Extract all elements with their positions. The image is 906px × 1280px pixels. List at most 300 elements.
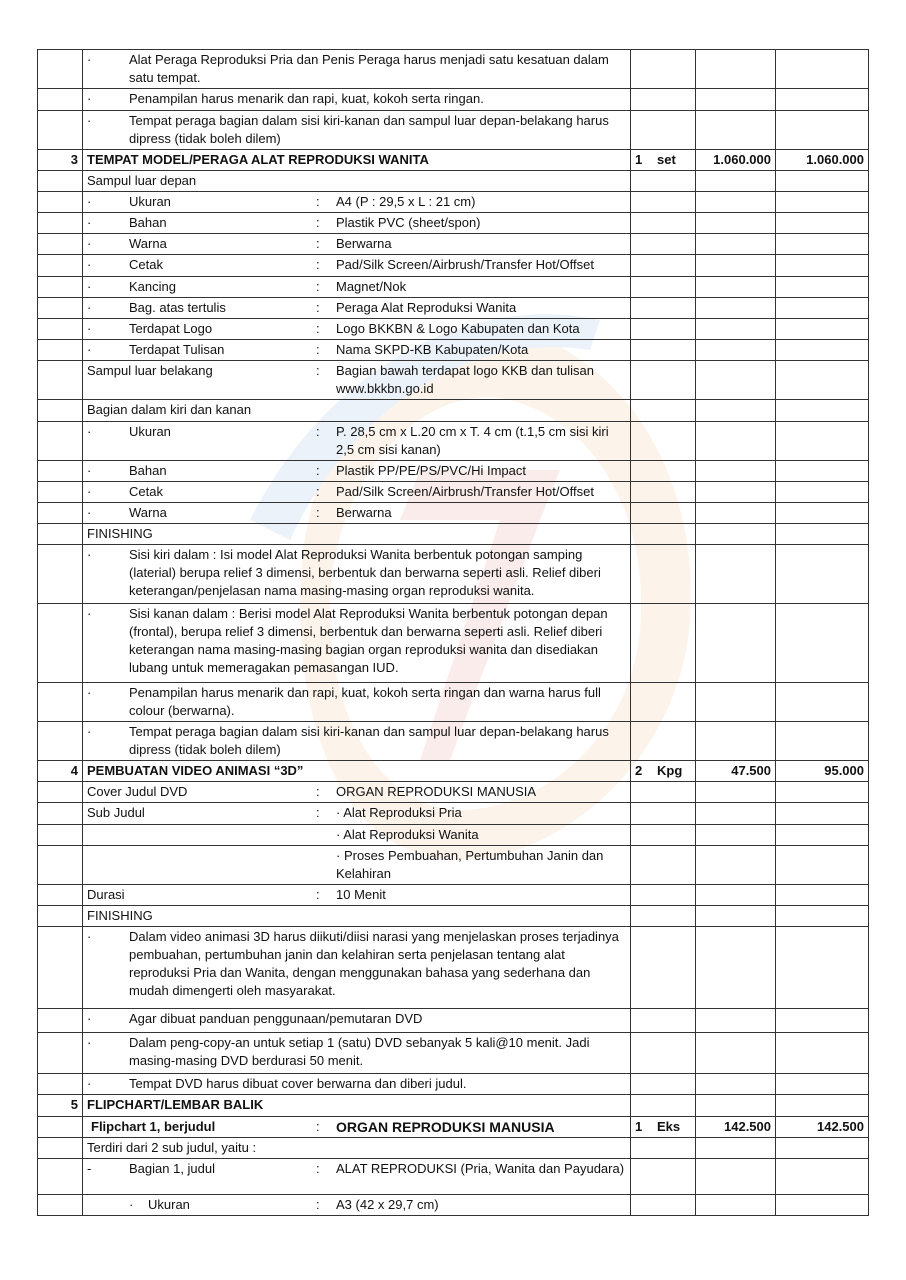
bullet-marker: · xyxy=(87,215,92,230)
cell-total xyxy=(776,503,869,524)
cell-unit-price xyxy=(696,422,776,461)
cell-description xyxy=(83,400,631,422)
cell-total xyxy=(776,298,869,319)
table-row xyxy=(38,1138,869,1159)
cell-quantity xyxy=(631,319,696,340)
bullet-marker: · xyxy=(87,300,92,315)
colon-separator xyxy=(316,847,336,883)
spec-field xyxy=(87,193,626,211)
table-row xyxy=(38,524,869,545)
spec-field xyxy=(87,320,626,338)
cell-unit-price xyxy=(696,906,776,927)
table-row xyxy=(38,1033,869,1074)
field-label: Warna xyxy=(129,236,167,251)
field-value: Pad/Silk Screen/Airbrush/Transfer Hot/Offset xyxy=(336,257,594,272)
field-label: Terdapat Tulisan xyxy=(129,342,225,357)
bullet-marker: · xyxy=(87,463,92,478)
spec-field xyxy=(87,886,626,904)
spec-field xyxy=(87,847,626,883)
bullet-item xyxy=(87,1075,626,1093)
table-row xyxy=(38,906,869,927)
cell-unit-price xyxy=(696,340,776,361)
table-row xyxy=(38,846,869,885)
colon-separator: : xyxy=(316,257,320,272)
cell-total xyxy=(776,192,869,213)
field-label: Durasi xyxy=(87,887,125,902)
bullet-marker: · xyxy=(87,257,92,272)
cell-description xyxy=(83,461,631,482)
flipchart-label: Flipchart 1, berjudul xyxy=(91,1119,216,1134)
cell-unit-price xyxy=(696,846,776,885)
cell-unit-price xyxy=(696,885,776,906)
field-value: 10 Menit xyxy=(336,887,386,902)
section-heading: FINISHING xyxy=(87,908,153,923)
bullet-marker: · xyxy=(87,424,92,439)
table-row xyxy=(38,422,869,461)
table-row xyxy=(38,1159,869,1195)
section-heading: Bagian dalam kiri dan kanan xyxy=(87,402,252,417)
cell-no xyxy=(38,1095,83,1117)
table-row xyxy=(38,298,869,319)
table-row xyxy=(38,171,869,192)
cell-description xyxy=(83,50,631,89)
bullet-text: Tempat peraga bagian dalam sisi kiri-kanan dan sampul luar depan-belakang harus dipress (tidak boleh dilem) xyxy=(129,113,609,146)
item-number: 4 xyxy=(70,763,78,778)
field-value: Plastik PP/PE/PS/PVC/Hi Impact xyxy=(336,463,527,478)
cell-quantity xyxy=(631,111,696,150)
cell-quantity xyxy=(631,192,696,213)
cell-total xyxy=(776,1195,869,1216)
cell-description xyxy=(83,482,631,503)
cell-unit-price xyxy=(696,277,776,298)
cell-unit-price xyxy=(696,298,776,319)
cell-quantity xyxy=(631,906,696,927)
field-value: Pad/Silk Screen/Airbrush/Transfer Hot/Offset xyxy=(336,484,594,499)
table-row xyxy=(38,683,869,722)
bullet-marker: · xyxy=(87,1011,92,1026)
bullet-item xyxy=(87,90,626,108)
cell-description xyxy=(83,213,631,234)
cell-quantity xyxy=(631,803,696,825)
cell-total xyxy=(776,89,869,111)
cell-quantity xyxy=(631,1009,696,1033)
field-value: Plastik PVC (sheet/spon) xyxy=(336,215,481,230)
cell-unit-price xyxy=(696,234,776,255)
colon-separator: : xyxy=(316,505,320,520)
cell-quantity xyxy=(631,1159,696,1195)
cell-quantity xyxy=(631,503,696,524)
colon-separator: : xyxy=(316,194,320,209)
cell-unit-price xyxy=(696,1033,776,1074)
table-row xyxy=(38,234,869,255)
unit-price-value: 47.500 xyxy=(731,763,771,778)
cell-total xyxy=(776,545,869,604)
cell-description xyxy=(83,1159,631,1195)
cell-no xyxy=(38,906,83,927)
field-label: Cetak xyxy=(129,484,163,499)
cell-unit-price xyxy=(696,461,776,482)
spec-field xyxy=(87,804,626,822)
cell-total xyxy=(776,906,869,927)
cell-quantity xyxy=(631,1117,696,1138)
cell-no xyxy=(38,482,83,503)
field-label: Ukuran xyxy=(129,194,171,209)
cell-description xyxy=(83,319,631,340)
cell-description xyxy=(83,1138,631,1159)
unit-price-value: 142.500 xyxy=(724,1119,771,1134)
cell-total xyxy=(776,213,869,234)
bullet-item xyxy=(87,723,626,759)
cell-unit-price xyxy=(696,524,776,545)
item-title: TEMPAT MODEL/PERAGA ALAT REPRODUKSI WANITA xyxy=(87,152,429,167)
colon-separator: : xyxy=(316,887,320,902)
field-value: Berwarna xyxy=(336,236,392,251)
cell-quantity xyxy=(631,213,696,234)
cell-no xyxy=(38,171,83,192)
colon-separator: : xyxy=(316,805,320,820)
cell-quantity xyxy=(631,1033,696,1074)
cell-total xyxy=(776,150,869,171)
field-value: Magnet/Nok xyxy=(336,279,407,294)
cell-no xyxy=(38,722,83,761)
cell-unit-price xyxy=(696,1009,776,1033)
item-row xyxy=(38,761,869,782)
spec-field xyxy=(87,256,626,274)
quantity-unit: Kpg xyxy=(657,763,683,778)
cell-total xyxy=(776,1009,869,1033)
cell-description xyxy=(83,298,631,319)
bullet-marker: · xyxy=(87,685,92,700)
colon-separator xyxy=(316,826,336,844)
cell-no xyxy=(38,89,83,111)
colon-separator: : xyxy=(316,1161,320,1176)
cell-description xyxy=(83,89,631,111)
cell-unit-price xyxy=(696,683,776,722)
bullet-marker: · xyxy=(87,279,92,294)
cell-no xyxy=(38,782,83,803)
colon-separator: : xyxy=(316,363,320,378)
cell-total xyxy=(776,461,869,482)
cell-no xyxy=(38,298,83,319)
cell-description xyxy=(83,422,631,461)
cell-unit-price xyxy=(696,1074,776,1095)
cell-unit-price xyxy=(696,192,776,213)
table-row xyxy=(38,213,869,234)
field-label: Ukuran xyxy=(129,424,171,439)
cell-unit-price xyxy=(696,722,776,761)
cell-total xyxy=(776,927,869,1009)
cell-total xyxy=(776,683,869,722)
cell-no xyxy=(38,761,83,782)
quantity-unit: set xyxy=(657,152,676,167)
cell-total xyxy=(776,111,869,150)
cell-description xyxy=(83,192,631,213)
bullet-text: Tempat peraga bagian dalam sisi kiri-kanan dan sampul luar depan-belakang harus dipress (tidak boleh dilem) xyxy=(129,724,609,757)
field-label: Bahan xyxy=(129,463,167,478)
cell-description xyxy=(83,782,631,803)
sub-title-field xyxy=(87,1160,626,1178)
table-row xyxy=(38,825,869,846)
cell-description xyxy=(83,524,631,545)
bullet-marker: · xyxy=(87,1035,92,1050)
spec-field xyxy=(87,362,626,398)
flipchart-row xyxy=(87,1118,626,1136)
cell-no xyxy=(38,604,83,683)
cell-unit-price xyxy=(696,89,776,111)
bullet-text: Sisi kiri dalam : Isi model Alat Reproduksi Wanita berbentuk potongan samping (laterial) berupa relief 3 dimensi, berbentuk dan berwarna seperti asli. Relief diberi keterangan/penjelasan nama masing-masing organ reproduksi wanita. xyxy=(129,547,601,598)
cell-quantity xyxy=(631,825,696,846)
table-row xyxy=(38,482,869,503)
field-label: Kancing xyxy=(129,279,176,294)
total-value: 1.060.000 xyxy=(806,152,864,167)
cell-no xyxy=(38,1074,83,1095)
cell-description xyxy=(83,825,631,846)
cell-quantity xyxy=(631,524,696,545)
cell-total xyxy=(776,50,869,89)
cell-quantity xyxy=(631,545,696,604)
cell-unit-price xyxy=(696,111,776,150)
cell-unit-price xyxy=(696,1117,776,1138)
cell-quantity xyxy=(631,298,696,319)
cell-description xyxy=(83,604,631,683)
bullet-marker: · xyxy=(129,1197,134,1212)
table-row xyxy=(38,461,869,482)
field-value: Logo BKKBN & Logo Kabupaten dan Kota xyxy=(336,321,580,336)
cell-no xyxy=(38,683,83,722)
cell-total xyxy=(776,885,869,906)
flipchart-title: ORGAN REPRODUKSI MANUSIA xyxy=(336,1119,555,1135)
cell-no xyxy=(38,213,83,234)
field-value: P. 28,5 cm x L.20 cm x T. 4 cm (t.1,5 cm sisi kiri 2,5 cm sisi kanan) xyxy=(336,424,609,457)
cell-description xyxy=(83,234,631,255)
bullet-marker: · xyxy=(87,342,92,357)
cell-quantity xyxy=(631,461,696,482)
colon-separator: : xyxy=(316,236,320,251)
cell-no xyxy=(38,1159,83,1195)
bullet-text: Penampilan harus menarik dan rapi, kuat, kokoh serta ringan. xyxy=(129,91,484,106)
cell-unit-price xyxy=(696,255,776,277)
cell-description xyxy=(83,1009,631,1033)
bullet-marker: · xyxy=(87,606,92,621)
unit-price-value: 1.060.000 xyxy=(713,152,771,167)
quantity-unit: Eks xyxy=(657,1119,681,1134)
cell-unit-price xyxy=(696,927,776,1009)
cell-quantity xyxy=(631,1195,696,1216)
cell-no xyxy=(38,1033,83,1074)
table-row xyxy=(38,1117,869,1138)
cell-quantity xyxy=(631,683,696,722)
cell-unit-price xyxy=(696,150,776,171)
field-value: Berwarna xyxy=(336,505,392,520)
cell-quantity xyxy=(631,782,696,803)
cell-total xyxy=(776,803,869,825)
cell-quantity xyxy=(631,422,696,461)
cell-unit-price xyxy=(696,361,776,400)
table-row xyxy=(38,319,869,340)
table-row xyxy=(38,927,869,1009)
spec-field xyxy=(87,235,626,253)
cell-quantity xyxy=(631,50,696,89)
field-label: Cetak xyxy=(129,257,163,272)
spec-field xyxy=(87,299,626,317)
cell-quantity xyxy=(631,604,696,683)
cell-unit-price xyxy=(696,1095,776,1117)
cell-description xyxy=(83,906,631,927)
table-row xyxy=(38,722,869,761)
cell-unit-price xyxy=(696,604,776,683)
field-value: ALAT REPRODUKSI (Pria, Wanita dan Payudara) xyxy=(336,1161,625,1176)
cell-unit-price xyxy=(696,1195,776,1216)
spec-field xyxy=(87,783,626,801)
cell-total xyxy=(776,524,869,545)
table-row xyxy=(38,255,869,277)
cell-unit-price xyxy=(696,171,776,192)
cell-no xyxy=(38,927,83,1009)
cell-total xyxy=(776,761,869,782)
colon-separator: : xyxy=(316,215,320,230)
bullet-item xyxy=(87,605,626,677)
cell-description xyxy=(83,1033,631,1074)
colon-separator: : xyxy=(316,279,320,294)
cell-unit-price xyxy=(696,782,776,803)
cell-total xyxy=(776,846,869,885)
bullet-text: Alat Peraga Reproduksi Pria dan Penis Peraga harus menjadi satu kesatuan dalam satu tempat. xyxy=(129,52,609,85)
colon-separator: : xyxy=(316,342,320,357)
field-label: Terdapat Logo xyxy=(129,321,213,336)
cell-total xyxy=(776,782,869,803)
cell-no xyxy=(38,422,83,461)
cell-no xyxy=(38,319,83,340)
cell-total xyxy=(776,361,869,400)
cell-description xyxy=(83,340,631,361)
cell-quantity xyxy=(631,885,696,906)
bullet-marker: · xyxy=(87,724,92,739)
cell-quantity xyxy=(631,340,696,361)
table-row xyxy=(38,89,869,111)
bullet-marker: · xyxy=(87,484,92,499)
cell-no xyxy=(38,277,83,298)
cell-total xyxy=(776,825,869,846)
cell-total xyxy=(776,234,869,255)
cell-total xyxy=(776,1033,869,1074)
cell-total xyxy=(776,319,869,340)
bullet-item xyxy=(87,684,626,720)
bullet-text: Penampilan harus menarik dan rapi, kuat, kokoh serta ringan dan warna harus full colour (berwarna). xyxy=(129,685,601,718)
cell-no xyxy=(38,461,83,482)
field-value: A4 (P : 29,5 x L : 21 cm) xyxy=(336,194,476,209)
total-value: 142.500 xyxy=(817,1119,864,1134)
cell-no xyxy=(38,50,83,89)
cell-description xyxy=(83,885,631,906)
cell-total xyxy=(776,1117,869,1138)
cell-unit-price xyxy=(696,319,776,340)
bullet-marker: · xyxy=(87,321,92,336)
item-row xyxy=(38,150,869,171)
cell-total xyxy=(776,604,869,683)
table-row xyxy=(38,277,869,298)
cell-quantity xyxy=(631,482,696,503)
cell-unit-price xyxy=(696,803,776,825)
cell-no xyxy=(38,1195,83,1216)
total-value: 95.000 xyxy=(824,763,864,778)
cell-description xyxy=(83,683,631,722)
cell-description xyxy=(83,1074,631,1095)
cell-quantity xyxy=(631,150,696,171)
bullet-marker: · xyxy=(87,194,92,209)
field-value: · Alat Reproduksi Pria xyxy=(336,805,462,820)
table-row xyxy=(38,340,869,361)
spec-field xyxy=(87,341,626,359)
cell-description xyxy=(83,927,631,1009)
spec-field xyxy=(87,826,626,844)
cell-total xyxy=(776,482,869,503)
spec-field xyxy=(87,214,626,232)
cell-description xyxy=(83,171,631,192)
cell-unit-price xyxy=(696,50,776,89)
cell-unit-price xyxy=(696,400,776,422)
spec-field xyxy=(87,278,626,296)
bullet-text: Dalam video animasi 3D harus diikuti/diisi narasi yang menjelaskan proses terjadinya pembuahan, pertumbuhan janin dan kelahiran serta penjelasan tentang alat reproduksi Pria dan Wanita, dengan menggunakan bahasa yang sederhana dan mudah dimengerti oleh masyarakat. xyxy=(129,929,619,998)
bullet-marker: · xyxy=(87,236,92,251)
item-title: FLIPCHART/LEMBAR BALIK xyxy=(87,1097,264,1112)
field-label: Bag. atas tertulis xyxy=(129,300,226,315)
cell-no xyxy=(38,1117,83,1138)
cell-quantity xyxy=(631,277,696,298)
field-label: Bagian 1, judul xyxy=(129,1161,216,1176)
colon-separator: : xyxy=(316,784,320,799)
cell-description xyxy=(83,1195,631,1216)
cell-quantity xyxy=(631,171,696,192)
cell-total xyxy=(776,1138,869,1159)
cell-no xyxy=(38,545,83,604)
cell-quantity xyxy=(631,89,696,111)
table-row xyxy=(38,1195,869,1216)
cell-description xyxy=(83,846,631,885)
table-row xyxy=(38,782,869,803)
field-value: Nama SKPD-KB Kabupaten/Kota xyxy=(336,342,529,357)
cell-quantity xyxy=(631,255,696,277)
cell-total xyxy=(776,1159,869,1195)
cell-total xyxy=(776,340,869,361)
cell-quantity xyxy=(631,927,696,1009)
bullet-text: Agar dibuat panduan penggunaan/pemutaran DVD xyxy=(129,1011,423,1026)
cell-description xyxy=(83,503,631,524)
cell-no xyxy=(38,1138,83,1159)
table-row xyxy=(38,604,869,683)
cell-description xyxy=(83,1117,631,1138)
spec-field xyxy=(87,1196,626,1214)
cell-no xyxy=(38,846,83,885)
bullet-item xyxy=(87,928,626,1000)
quantity-value: 1 xyxy=(635,152,643,167)
spec-field xyxy=(87,504,626,522)
cell-quantity xyxy=(631,361,696,400)
field-label: Cover Judul DVD xyxy=(87,784,188,799)
cell-no xyxy=(38,825,83,846)
cell-total xyxy=(776,171,869,192)
field-value: Peraga Alat Reproduksi Wanita xyxy=(336,300,517,315)
field-label xyxy=(87,847,316,883)
cell-no xyxy=(38,255,83,277)
cell-unit-price xyxy=(696,761,776,782)
cell-no xyxy=(38,234,83,255)
cell-quantity xyxy=(631,846,696,885)
cell-description xyxy=(83,761,631,782)
cell-total xyxy=(776,422,869,461)
cell-no xyxy=(38,192,83,213)
cell-no xyxy=(38,361,83,400)
field-label xyxy=(87,826,316,844)
